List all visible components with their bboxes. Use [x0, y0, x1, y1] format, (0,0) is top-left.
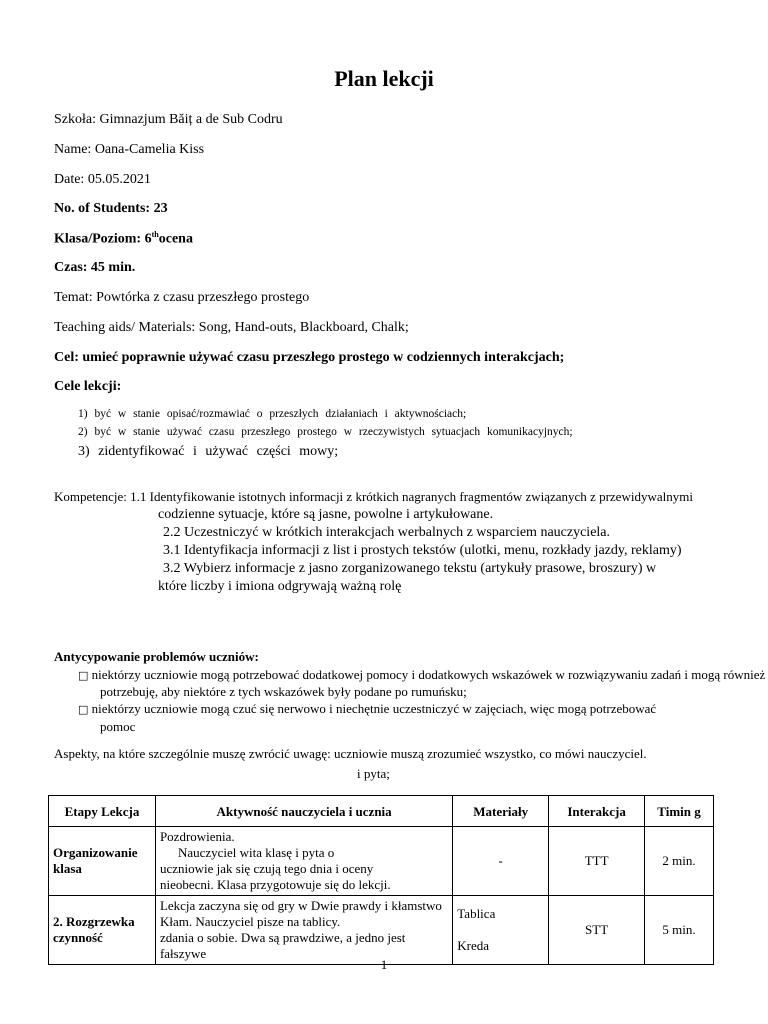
aids-line: Teaching aids/ Materials: Song, Hand-outs, Blackboard, Chalk; [54, 320, 409, 335]
interaction-cell: TTT [549, 827, 645, 896]
interaction-cell: STT [549, 896, 645, 965]
problem-text: niektórzy uczniowie mogą potrzebować dodatkowej pomocy i dodatkowych wskazówek w rozwiązywaniu zadań i mogą również [91, 667, 766, 682]
timing-cell: 5 min. [645, 896, 714, 965]
objective-item: 2) być w stanie używać czasu przeszłego prostego w rzeczywistych sytuacjach komunikacyjnych; [78, 426, 573, 438]
problems-label: Antycypowanie problemów uczniów: [54, 649, 259, 664]
level-prefix: Klasa/Poziom: 6 [54, 231, 152, 247]
header-timing: Timin g [645, 796, 714, 827]
page-number: 1 [380, 957, 388, 972]
competences-line: 2.2 Uczestniczyć w krótkich interakcjach werbalnych z wsparciem nauczyciela. [163, 525, 611, 540]
problem-item [78, 667, 765, 683]
activity-line: Nauczyciel wita klasę i pyta o [177, 845, 335, 860]
level-suffix: ocena [158, 231, 193, 247]
stage-cell: 2. Rozgrzewka czynność [49, 896, 156, 965]
activity-line: Kłam. Nauczyciel pisze na tablicy. [159, 914, 341, 929]
activity-line: zdania o sobie. Dwa są prawdziwe, a jedno jest fałszywe [159, 930, 406, 961]
competences-line: 3.2 Wybierz informacje z jasno zorganizowanego tekstu (artykuły prasowe, broszury) w [163, 561, 657, 576]
lesson-table [48, 795, 714, 965]
problem-item [78, 701, 656, 717]
table-row [49, 827, 714, 896]
material-item: Kreda [457, 938, 490, 953]
header-activity: Aktywność nauczyciela i ucznia [155, 796, 452, 827]
page-title: Plan lekcji [334, 66, 434, 91]
school-line: Szkoła: Gimnazjum Băiț a de Sub Codru [54, 112, 283, 127]
header-interaction: Interakcja [549, 796, 645, 827]
goal-line: Cel: umieć poprawnie używać czasu przeszłego prostego w codziennych interakcjach; [54, 350, 565, 365]
materials-cell: - [453, 827, 549, 896]
bullet-icon: □ [78, 703, 89, 716]
activity-line: Pozdrowienia. [159, 829, 235, 844]
problem-text: pomoc [100, 719, 136, 734]
competences-line: Kompetencje: 1.1 Identyfikowanie istotnych informacji z krótkich nagranych fragmentów związanych z przewidywalnymi [54, 489, 693, 504]
problem-text: niektórzy uczniowie mogą czuć się nerwowo i niechętnie uczestniczyć w zajęciach, więc mogą potrzebować [91, 701, 657, 716]
level-sup: th [151, 230, 159, 239]
activity-line: uczniowie jak się czują tego dnia i oceny [159, 861, 374, 876]
timing-cell: 2 min. [645, 827, 714, 896]
stage-cell: Organizowanie klasa [49, 827, 156, 896]
topic-line: Temat: Powtórka z czasu przeszłego prostego [54, 290, 310, 305]
level-line [54, 230, 193, 248]
name-line: Name: Oana-Camelia Kiss [54, 142, 205, 157]
bullet-icon: □ [78, 669, 89, 682]
students-line: No. of Students: 23 [54, 201, 168, 216]
competences-line: które liczby i imiona odgrywają ważną rolę [158, 579, 402, 594]
activity-cell [155, 827, 452, 896]
objectives-label: Cele lekcji: [54, 379, 122, 394]
header-materials: Materiały [453, 796, 549, 827]
objective-item: 3) zidentyfikować i używać części mowy; [78, 444, 339, 459]
materials-cell [453, 896, 549, 965]
activity-line: Lekcja zaczyna się od gry w Dwie prawdy i kłamstwo [159, 898, 442, 913]
competences-line: 3.1 Identyfikacja informacji z list i prostych tekstów (ulotki, menu, rozkłady jazdy, reklamy) [163, 543, 682, 558]
aspects-line: Aspekty, na które szczególnie muszę zwrócić uwagę: uczniowie muszą zrozumieć wszystko, co mówi nauczyciel. [54, 746, 647, 761]
date-line: Date: 05.05.2021 [54, 172, 151, 187]
activity-line: nieobecni. Klasa przygotowuje się do lekcji. [159, 877, 391, 892]
aspects-line: i pyta; [357, 766, 390, 781]
table-row [49, 896, 714, 965]
time-line: Czas: 45 min. [54, 260, 136, 275]
table-header-row [49, 796, 714, 827]
header-stage: Etapy Lekcja [49, 796, 156, 827]
objective-item: 1) być w stanie opisać/rozmawiać o przeszłych działaniach i aktywnościach; [78, 408, 467, 420]
activity-cell [155, 896, 452, 965]
material-item: Tablica [457, 906, 496, 921]
problem-text: potrzebuję, aby niektóre z tych wskazówek były podane po rumuńsku; [100, 684, 467, 699]
competences-line: codzienne sytuacje, które są jasne, powolne i artykułowane. [158, 507, 494, 522]
